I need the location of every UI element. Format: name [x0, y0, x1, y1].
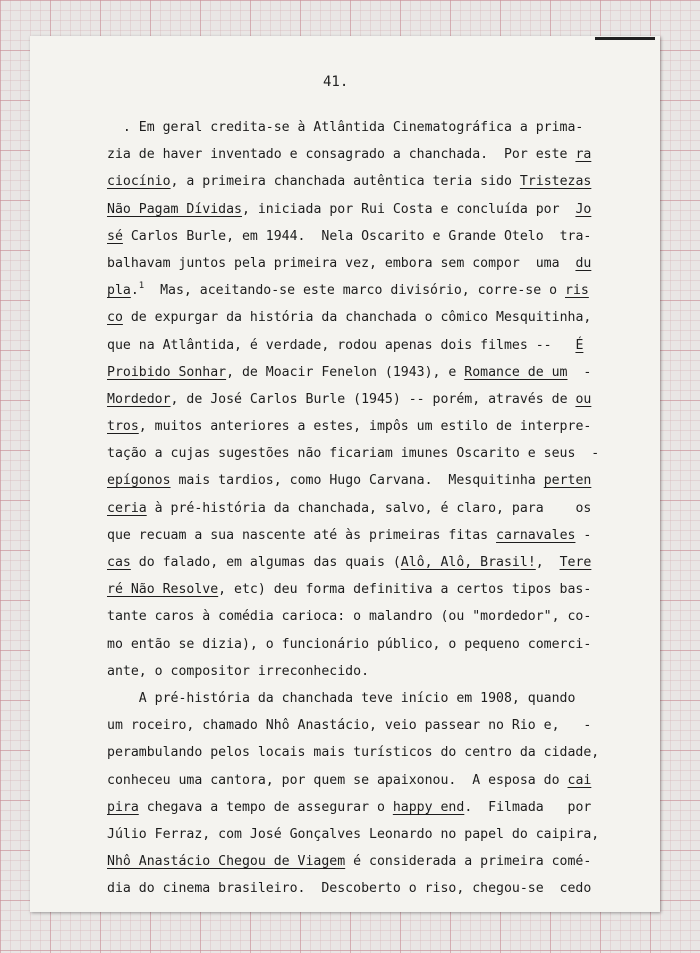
underlined-text: carnavales [496, 527, 576, 543]
text-run: zia de haver inventado e consagrado a chanchada. Por este [107, 147, 576, 163]
underlined-text: sé [107, 228, 123, 244]
text-run: . [130, 283, 139, 299]
text-run: balhavam juntos pela primeira vez, embora sem compor uma [107, 255, 576, 271]
text-line [107, 304, 601, 331]
text-run: dia do cinema brasileiro. Descoberto o riso, chegou-se cedo [107, 881, 592, 897]
text-line [107, 576, 601, 603]
text-run: é considerada a primeira comé- [345, 854, 592, 870]
underlined-text: Tristezas [519, 174, 592, 190]
paragraph [107, 114, 601, 685]
text-line [107, 168, 601, 195]
text-line [107, 875, 601, 902]
underlined-text: ou [575, 391, 592, 407]
underlined-text: tros [107, 419, 139, 435]
text-line [107, 359, 601, 386]
text-line [107, 277, 601, 304]
underlined-text: du [575, 255, 592, 271]
text-run: Mas, aceitando-se este marco divisório, corre-se o [144, 283, 565, 299]
text-run: ante, o compositor irreconhecido. [107, 663, 370, 679]
text-line [107, 440, 601, 467]
underlined-text: pla [107, 283, 131, 299]
text-line [107, 332, 601, 359]
text-run: , [535, 555, 560, 570]
text-line [107, 223, 601, 250]
text-run: . Em geral credita-se à Atlântida Cinematográfica a prima- [107, 120, 584, 135]
text-run: tação a cujas sugestões não ficariam imunes Oscarito e seus - [107, 446, 600, 462]
underlined-text: É [575, 337, 584, 353]
text-line [107, 603, 601, 630]
underlined-text: ra [575, 147, 592, 163]
text-line [107, 250, 601, 277]
underlined-text: Alô, Alô, Brasil! [400, 555, 536, 570]
underlined-text: cas [107, 555, 131, 570]
text-run: - [575, 527, 592, 543]
text-line [107, 794, 601, 821]
underlined-text: ris [565, 283, 589, 299]
underlined-text: cai [567, 772, 592, 788]
text-line [107, 196, 601, 223]
underlined-text: Proibido Sonhar [107, 364, 227, 380]
text-line [107, 467, 601, 494]
text-run: , a primeira chanchada autêntica teria sido [170, 174, 520, 190]
underlined-text: co [107, 310, 123, 326]
text-line [107, 767, 601, 794]
text-run: , etc) deu forma definitiva a certos tipos bas- [218, 582, 592, 598]
underlined-text: Jo [575, 201, 592, 217]
text-run: Júlio Ferraz, com José Gonçalves Leonardo no papel do caipira, [107, 826, 600, 842]
text-line [107, 522, 601, 549]
text-run: mo então se dizia), o funcionário público, o pequeno comerci- [107, 636, 592, 652]
text-run: que na Atlântida, é verdade, rodou apenas dois filmes -- [107, 337, 576, 353]
underlined-text: ceria [107, 500, 147, 516]
underlined-text: perten [543, 473, 592, 489]
text-run: um roceiro, chamado Nhô Anastácio, veio passear no Rio e, - [107, 718, 592, 734]
text-run: mais tardios, como Hugo Carvana. Mesquitinha [170, 473, 544, 489]
text-run: A pré-história da chanchada teve início em 1908, quando [107, 690, 576, 706]
text-line [107, 821, 601, 848]
underlined-text: ciocínio [107, 174, 171, 190]
text-line [107, 141, 601, 168]
underlined-text: Romance de um [464, 364, 568, 380]
text-run: , de Moacir Fenelon (1943), e [226, 364, 465, 380]
text-line [107, 685, 601, 712]
underlined-text: ré Não Resolve [107, 582, 219, 598]
text-run: Carlos Burle, em 1944. Nela Oscarito e Grande Otelo tra- [122, 228, 592, 244]
text-line [107, 495, 601, 522]
page-number: 41. [323, 74, 349, 90]
underlined-text: Nhô Anastácio Chegou de Viagem [107, 854, 346, 870]
underlined-text: Mordedor [107, 391, 171, 407]
text-run: tante caros à comédia carioca: o malandro (ou "mordedor", co- [107, 609, 592, 625]
text-run: chegava a tempo de assegurar o [138, 799, 393, 815]
text-line [107, 114, 601, 141]
text-line [107, 658, 601, 685]
text-run: , muitos anteriores a estes, impôs um estilo de interpre- [138, 419, 592, 435]
text-line [107, 549, 601, 576]
text-line [107, 739, 601, 766]
paragraph [107, 685, 601, 903]
underlined-text: happy end [392, 799, 465, 815]
text-run: - [567, 364, 592, 380]
underlined-text: Tere [559, 555, 592, 570]
text-run: do falado, em algumas das quais ( [130, 555, 401, 570]
text-line [107, 631, 601, 658]
underlined-text: epígonos [107, 473, 171, 489]
text-line [107, 386, 601, 413]
text-line [107, 848, 601, 875]
underlined-text: Não Pagam Dívidas [107, 201, 242, 217]
text-run: à pré-história da chanchada, salvo, é claro, para os [146, 500, 592, 516]
body-text [107, 114, 601, 902]
text-run: que recuam a sua nascente até às primeiras fitas [107, 527, 497, 543]
text-line [107, 712, 601, 739]
text-run: conheceu uma cantora, por quem se apaixonou. A esposa do [107, 772, 568, 788]
text-run: , de José Carlos Burle (1945) -- porém, através de [170, 391, 576, 407]
text-run: , iniciada por Rui Costa e concluída por [241, 201, 576, 217]
underlined-text: pira [107, 799, 139, 815]
text-run: de expurgar da história da chanchada o cômico Mesquitinha, [122, 310, 592, 326]
text-run: perambulando pelos locais mais turísticos do centro da cidade, [107, 745, 600, 761]
footnote-marker: 1 [138, 281, 145, 292]
text-line [107, 413, 601, 440]
text-run: . Filmada por [464, 799, 592, 815]
